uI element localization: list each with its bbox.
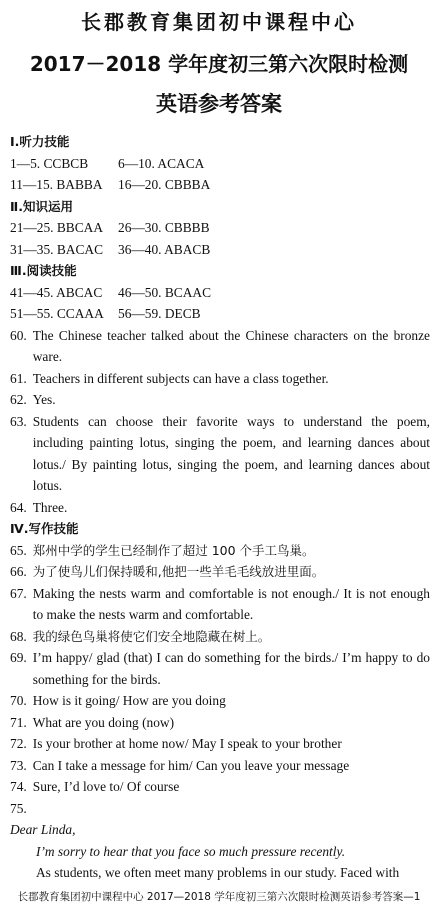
item-text xyxy=(33,798,430,820)
document-subtitle: 英语参考答案 xyxy=(156,92,282,116)
answer-row xyxy=(10,282,430,304)
item-number: 70. xyxy=(10,693,27,708)
organization-name: 长郡教育集团初中课程中心 xyxy=(81,10,357,34)
item-number: 61. xyxy=(10,370,27,386)
answer-range: 36—40. ABACB xyxy=(118,241,211,257)
answer-range: 1—5. CCBCB xyxy=(10,155,89,171)
answer-range: 6—10. ACACA xyxy=(118,155,205,171)
letter-line: As students, we often meet many problems in our study. Faced with xyxy=(36,865,400,880)
answer-item xyxy=(10,561,430,583)
answer-item xyxy=(10,755,430,777)
item-number: 74. xyxy=(10,779,27,794)
item-number: 65. xyxy=(10,542,27,558)
answer-range: 21—25. BBCAA xyxy=(10,220,104,235)
item-text: Is your brother at home now/ May I speak to your brother xyxy=(32,736,342,751)
item-number: 60. xyxy=(10,327,27,343)
answer-content xyxy=(10,131,430,884)
item-text: What are you doing (now) xyxy=(32,714,175,730)
item-text: Sure, I’d love to/ Of course xyxy=(32,779,180,794)
exam-title: 2017－2018 学年度初三第六次限时检测 xyxy=(29,52,409,76)
section-heading-listening: Ⅰ.听力技能 xyxy=(10,134,70,149)
answer-item xyxy=(10,647,430,690)
item-text: How is it going/ How are you doing xyxy=(32,693,226,708)
answer-row xyxy=(10,239,430,261)
section-heading-knowledge: Ⅱ.知识运用 xyxy=(10,198,73,214)
answer-range: 26—30. CBBBB xyxy=(118,220,210,235)
answer-range: 56—59. DECB xyxy=(118,306,201,321)
section-heading-reading: Ⅲ.阅读技能 xyxy=(10,263,77,278)
section-heading-writing: Ⅳ.写作技能 xyxy=(10,521,79,536)
answer-row xyxy=(10,303,430,325)
answer-range: 51—55. CCAAA xyxy=(10,306,104,321)
answer-item xyxy=(10,368,430,390)
item-number: 75. xyxy=(10,800,27,816)
item-text: 我的绿色鸟巢将使它们安全地隐藏在树上。 xyxy=(32,628,271,644)
answer-item xyxy=(10,626,430,648)
answer-item xyxy=(10,497,430,519)
item-number: 66. xyxy=(10,564,27,579)
answer-range: 31—35. BACAC xyxy=(10,241,104,257)
answer-item xyxy=(10,733,430,755)
item-text: Teachers in different subjects can have a class together. xyxy=(32,370,329,386)
answer-item xyxy=(10,411,430,497)
letter-salutation: Dear Linda, xyxy=(10,822,76,837)
item-text: Students can choose their favorite ways to understand the poem, including painting lotus, singing the poem, and learning dances about lotus./ By painting lotus, singing the poem, and learning dances about lotus. xyxy=(32,413,430,493)
item-number: 64. xyxy=(10,499,27,515)
answer-item xyxy=(10,583,430,626)
item-number: 72. xyxy=(10,736,27,751)
item-text: Yes. xyxy=(32,392,56,407)
answer-item xyxy=(10,776,430,798)
answer-row xyxy=(10,174,430,196)
answer-range: 16—20. CBBBA xyxy=(118,177,211,192)
answer-item xyxy=(10,798,430,820)
item-number: 62. xyxy=(10,392,27,407)
item-text: 郑州中学的学生已经制作了超过 100 个手工鸟巢。 xyxy=(32,542,315,558)
letter-line: I’m sorry to hear that you face so much pressure recently. xyxy=(36,843,346,859)
item-number: 68. xyxy=(10,628,27,644)
item-text: Three. xyxy=(32,499,68,515)
item-number: 69. xyxy=(10,650,27,665)
answer-range: 11—15. BABBA xyxy=(10,177,103,192)
answer-item xyxy=(10,540,430,562)
item-text: 为了使鸟儿们保持暖和,他把一些羊毛毛线放进里面。 xyxy=(32,564,325,579)
item-text: The Chinese teacher talked about the Chinese characters on the bronze ware. xyxy=(32,327,430,364)
page-footer: 长郡教育集团初中课程中心 2017—2018 学年度初三第六次限时检测英语参考答案—1 xyxy=(17,891,421,903)
item-number: 67. xyxy=(10,585,27,601)
answer-range: 46—50. BCAAC xyxy=(118,284,212,300)
answer-item xyxy=(10,690,430,712)
item-number: 71. xyxy=(10,714,27,730)
answer-item xyxy=(10,325,430,368)
answer-item xyxy=(10,712,430,734)
item-number: 63. xyxy=(10,413,27,429)
answer-row xyxy=(10,217,430,239)
item-number: 73. xyxy=(10,757,27,773)
answer-item xyxy=(10,389,430,411)
item-text: Making the nests warm and comfortable is not enough./ It is not enough to make the nests warm and comfortable. xyxy=(32,585,430,622)
answer-row xyxy=(10,153,430,175)
item-text: I’m happy/ glad (that) I can do something for the birds./ I’m happy to do something for the birds. xyxy=(32,650,430,687)
answer-range: 41—45. ABCAC xyxy=(10,284,103,300)
item-text: Can I take a message for him/ Can you leave your message xyxy=(32,757,350,773)
